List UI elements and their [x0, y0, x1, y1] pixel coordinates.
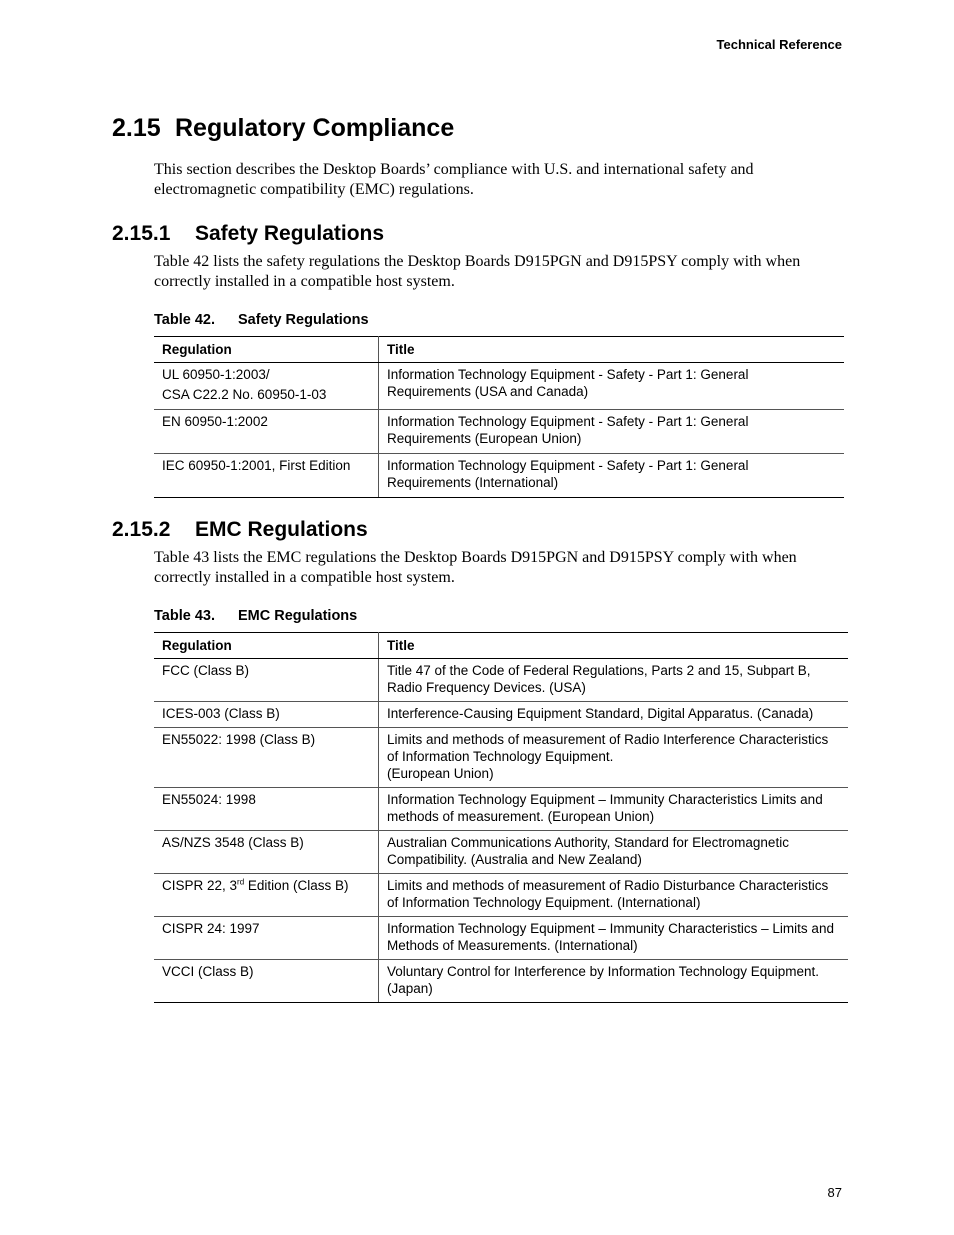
- table-row: [154, 788, 848, 831]
- regulation-cell: [154, 363, 379, 410]
- title-cell: Information Technology Equipment - Safety - Part 1: General Requirements (USA and Canada): [379, 363, 845, 410]
- table-row: [154, 728, 848, 788]
- regulation-cell: CISPR 24: 1997: [154, 917, 379, 960]
- running-header: Technical Reference: [716, 37, 842, 52]
- title-cell: Australian Communications Authority, Standard for Electromagnetic Compatibility. (Australia and New Zealand): [379, 831, 849, 874]
- column-header-title: Title: [379, 337, 845, 363]
- section-intro: This section describes the Desktop Boards’ compliance with U.S. and international safety and electromagnetic compatibility (EMC) regulations.: [154, 161, 754, 198]
- regulation-cell: AS/NZS 3548 (Class B): [154, 831, 379, 874]
- title-cell: Limits and methods of measurement of Radio Disturbance Characteristics of Information Technology Equipment. (International): [379, 874, 849, 917]
- regulation-text: Edition (Class B): [244, 878, 349, 893]
- page-number: 87: [827, 1185, 842, 1200]
- emc-regulations-table: [154, 632, 848, 1003]
- table-row: [154, 702, 848, 728]
- title-cell: Information Technology Equipment – Immunity Characteristics – Limits and Methods of Measurements. (International): [379, 917, 849, 960]
- regulation-cell: [154, 874, 379, 917]
- emc-intro: Table 43 lists the EMC regulations the Desktop Boards D915PGN and D915PSY comply with when correctly installed in a compatible host system.: [154, 549, 797, 586]
- title-cell: Interference-Causing Equipment Standard, Digital Apparatus. (Canada): [379, 702, 849, 728]
- regulation-cell: IEC 60950-1:2001, First Edition: [154, 454, 379, 498]
- title-line: (European Union): [387, 766, 494, 781]
- table-row: [154, 874, 848, 917]
- safety-heading: [112, 220, 848, 248]
- regulation-cell: EN 60950-1:2002: [154, 410, 379, 454]
- regulation-line: CSA C22.2 No. 60950-1-03: [162, 387, 327, 402]
- title-cell: Information Technology Equipment – Immunity Characteristics Limits and methods of measurement. (European Union): [379, 788, 849, 831]
- regulation-cell: VCCI (Class B): [154, 960, 379, 1003]
- section-title: Regulatory Compliance: [175, 114, 455, 142]
- column-header-title: Title: [379, 633, 849, 659]
- ordinal-suffix: rd: [237, 877, 245, 887]
- regulation-text: CISPR 22, 3: [162, 878, 238, 893]
- table-row: [154, 659, 848, 702]
- section-heading: [112, 110, 848, 146]
- safety-regulations-table: [154, 336, 844, 498]
- safety-title: Safety Regulations: [195, 222, 385, 245]
- table-header-row: [154, 337, 844, 363]
- table-header-row: [154, 633, 848, 659]
- table-row: [154, 917, 848, 960]
- table-42-title: Safety Regulations: [238, 312, 369, 328]
- title-line: Limits and methods of measurement of Radio Interference Characteristics of Information Technology Equipment.: [387, 732, 829, 764]
- regulation-cell: ICES-003 (Class B): [154, 702, 379, 728]
- column-header-regulation: Regulation: [154, 633, 379, 659]
- emc-title: EMC Regulations: [195, 518, 368, 541]
- page-content: [112, 110, 848, 1003]
- column-header-regulation: Regulation: [154, 337, 379, 363]
- table-43-label: Table 43.: [154, 608, 215, 624]
- regulation-cell: FCC (Class B): [154, 659, 379, 702]
- table-row: [154, 960, 848, 1003]
- table-43-caption: [154, 608, 848, 624]
- table-row: [154, 363, 844, 410]
- regulation-cell: EN55022: 1998 (Class B): [154, 728, 379, 788]
- title-cell: Information Technology Equipment - Safety - Part 1: General Requirements (International): [379, 454, 845, 498]
- table-42-label: Table 42.: [154, 312, 215, 328]
- emc-number: 2.15.2: [112, 518, 171, 541]
- table-43-title: EMC Regulations: [238, 608, 358, 624]
- safety-intro: Table 42 lists the safety regulations the Desktop Boards D915PGN and D915PSY comply with when correctly installed in a compatible host system.: [154, 253, 801, 290]
- emc-heading: [112, 516, 848, 544]
- title-cell: [379, 728, 849, 788]
- title-cell: Voluntary Control for Interference by Information Technology Equipment. (Japan): [379, 960, 849, 1003]
- title-cell: Title 47 of the Code of Federal Regulations, Parts 2 and 15, Subpart B, Radio Frequency Devices. (USA): [379, 659, 849, 702]
- table-42-caption: [154, 312, 848, 328]
- section-number: 2.15: [112, 114, 161, 142]
- regulation-line: UL 60950-1:2003/: [162, 367, 270, 382]
- table-row: [154, 454, 844, 498]
- safety-number: 2.15.1: [112, 222, 171, 245]
- title-cell: Information Technology Equipment - Safety - Part 1: General Requirements (European Union): [379, 410, 845, 454]
- table-row: [154, 831, 848, 874]
- regulation-cell: EN55024: 1998: [154, 788, 379, 831]
- table-row: [154, 410, 844, 454]
